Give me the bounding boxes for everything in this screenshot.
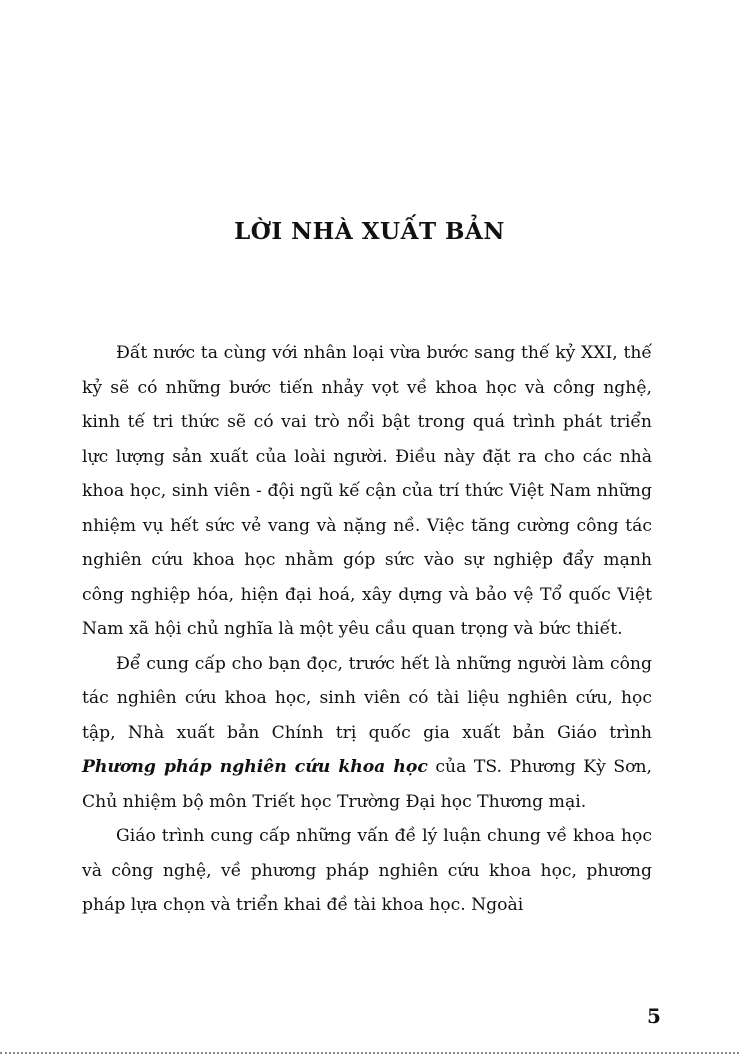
paragraph-2-after: của TS. Phương Kỳ Sơn, Chủ nhiệm bộ môn Triết học Trường Đại học Thương mại. xyxy=(82,757,652,812)
paragraph-2 xyxy=(82,647,652,820)
page-number: 5 xyxy=(647,1004,661,1028)
paragraph-3: Giáo trình cung cấp những vấn đề lý luận chung về khoa học và công nghệ, về phương pháp nghiên cứu khoa học, phương pháp lựa chọn và triển khai đề tài khoa học. Ngoài xyxy=(82,826,652,915)
scan-edge-divider xyxy=(0,1052,739,1054)
page-title: LỜI NHÀ XUẤT BẢN xyxy=(234,218,505,245)
paragraph-2-before: Để cung cấp cho bạn đọc, trước hết là những người làm công tác nghiên cứu khoa học, sinh viên có tài liệu nghiên cứu, học tập, Nhà xuất bản Chính trị quốc gia xuất bản Giáo trình xyxy=(82,653,652,743)
paragraph-1: Đất nước ta cùng với nhân loại vừa bước sang thế kỷ XXI, thế kỷ sẽ có những bước tiến nhảy vọt về khoa học và công nghệ, kinh tế tri thức sẽ có vai trò nổi bật trong quá trình phát triển lực lượng sản xuất của loài người. Điều này đặt ra cho các nhà khoa học, sinh viên - đội ngũ kế cận của trí thức Việt Nam những nhiệm vụ hết sức vẻ vang và nặng nề. Việc tăng cường công tác nghiên cứu khoa học nhằm góp sức vào sự nghiệp đẩy mạnh công nghiệp hóa, hiện đại hoá, xây dựng và bảo vệ Tổ quốc Việt Nam xã hội chủ nghĩa là một yêu cầu quan trọng và bức thiết. xyxy=(82,343,652,639)
book-title-emphasis: Phương pháp nghiên cứu khoa học xyxy=(82,757,428,777)
body-text xyxy=(82,336,652,923)
